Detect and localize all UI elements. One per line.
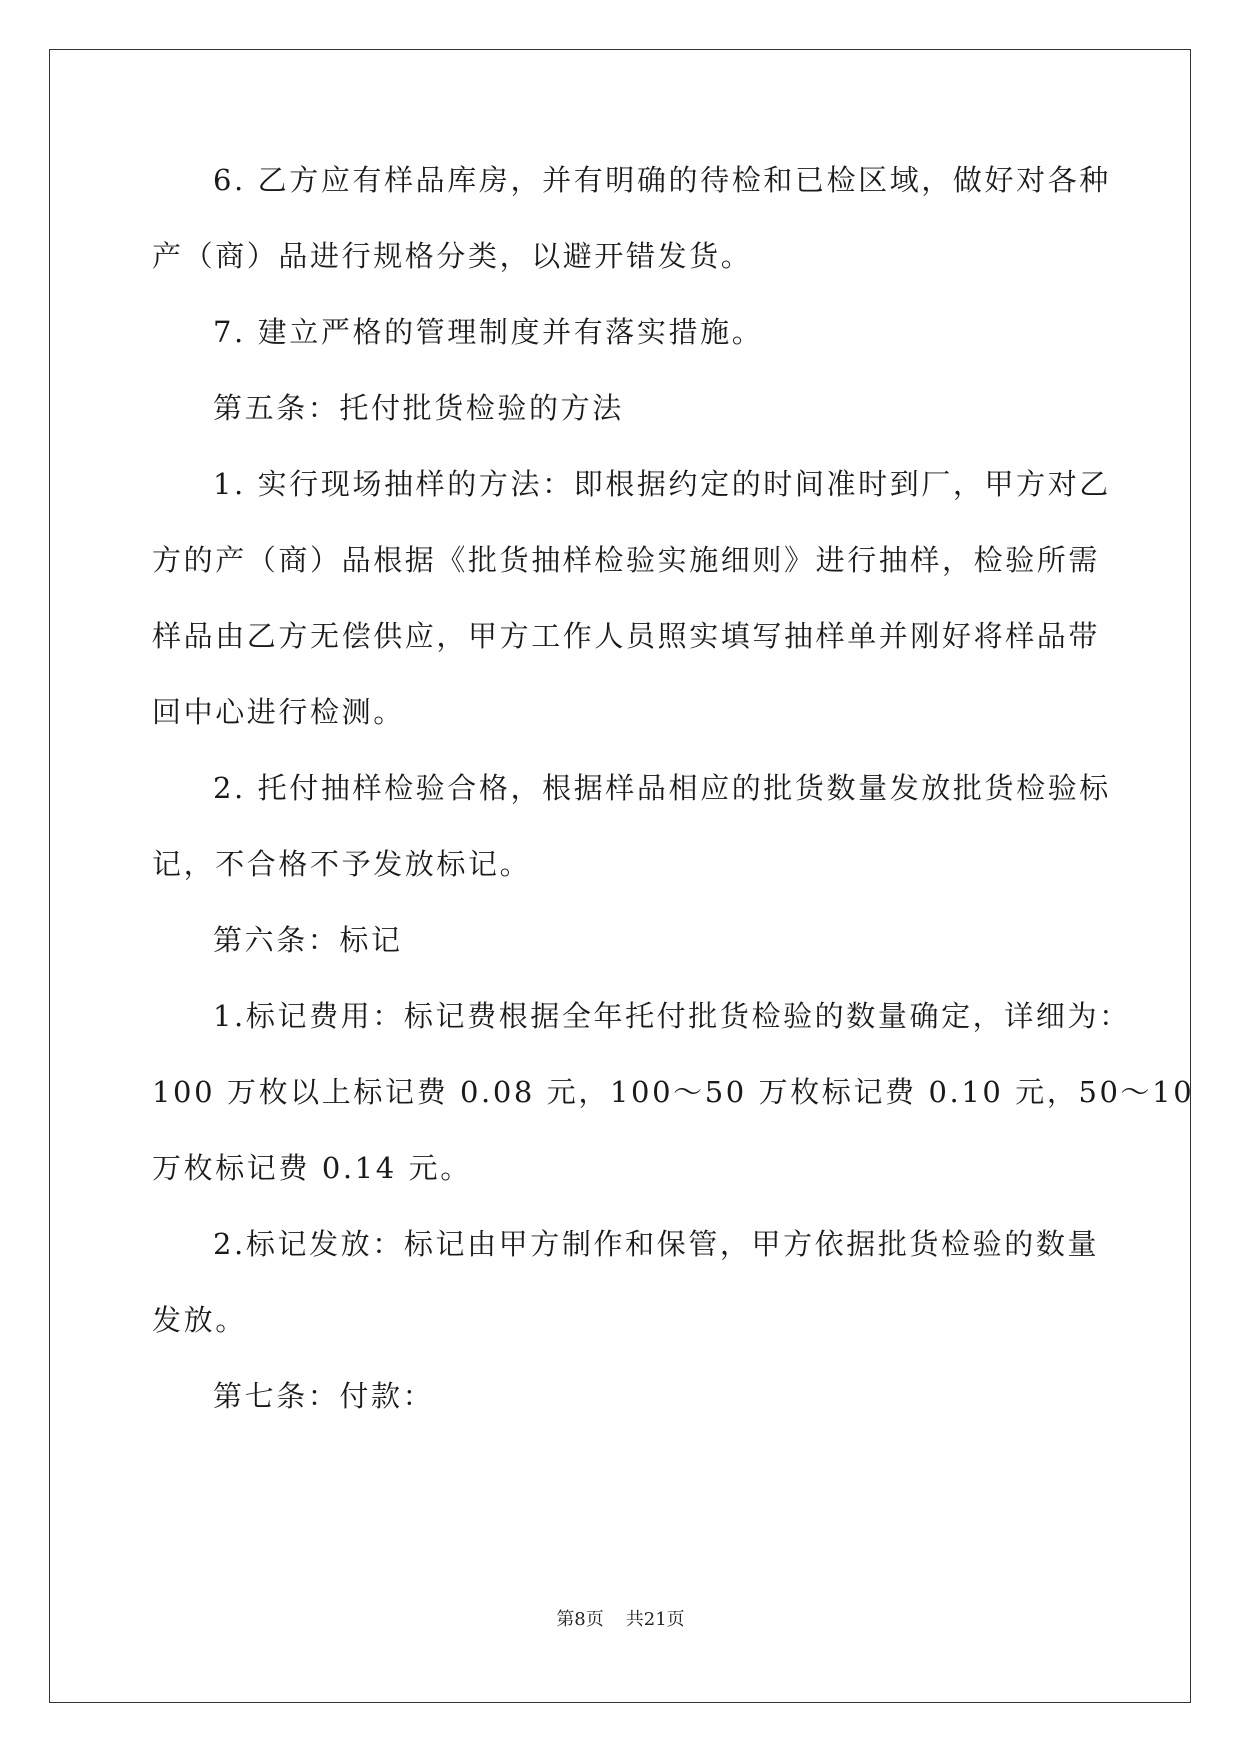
text-line: 6. 乙方应有样品库房，并有明确的待检和已检区域，做好对各种 [213, 163, 1111, 197]
text-line: 万枚标记费 0.14 元。 [152, 1151, 472, 1185]
text-line: 1. 实行现场抽样的方法：即根据约定的时间准时到厂，甲方对乙 [213, 467, 1111, 501]
text-line: 方的产（商）品根据《批货抽样检验实施细则》进行抽样，检验所需 [152, 543, 1101, 577]
text-line: 2. 托付抽样检验合格，根据样品相应的批货数量发放批货检验标 [213, 771, 1111, 805]
text-line: 2.标记发放：标记由甲方制作和保管，甲方依据批货检验的数量 [213, 1227, 1100, 1261]
text-line: 7. 建立严格的管理制度并有落实措施。 [213, 315, 764, 349]
text-line: 回中心进行检测。 [152, 695, 405, 729]
section-heading: 第七条：付款： [213, 1379, 435, 1413]
page-number: 第8页 [556, 1609, 604, 1630]
text-line: 记，不合格不予发放标记。 [152, 847, 532, 881]
section-heading: 第六条：标记 [213, 923, 403, 957]
text-line: 1.标记费用：标记费根据全年托付批货检验的数量确定，详细为： [213, 999, 1131, 1033]
section-heading: 第五条：托付批货检验的方法 [213, 391, 624, 425]
page-total: 共21页 [625, 1609, 685, 1630]
text-line: 100 万枚以上标记费 0.08 元，100～50 万枚标记费 0.10 元，50～10 [152, 1075, 1195, 1109]
text-line: 发放。 [152, 1303, 247, 1337]
page-footer [0, 1605, 1241, 1631]
text-line: 产（商）品进行规格分类，以避开错发货。 [152, 239, 753, 273]
text-line: 样品由乙方无偿供应，甲方工作人员照实填写抽样单并刚好将样品带 [152, 619, 1101, 653]
